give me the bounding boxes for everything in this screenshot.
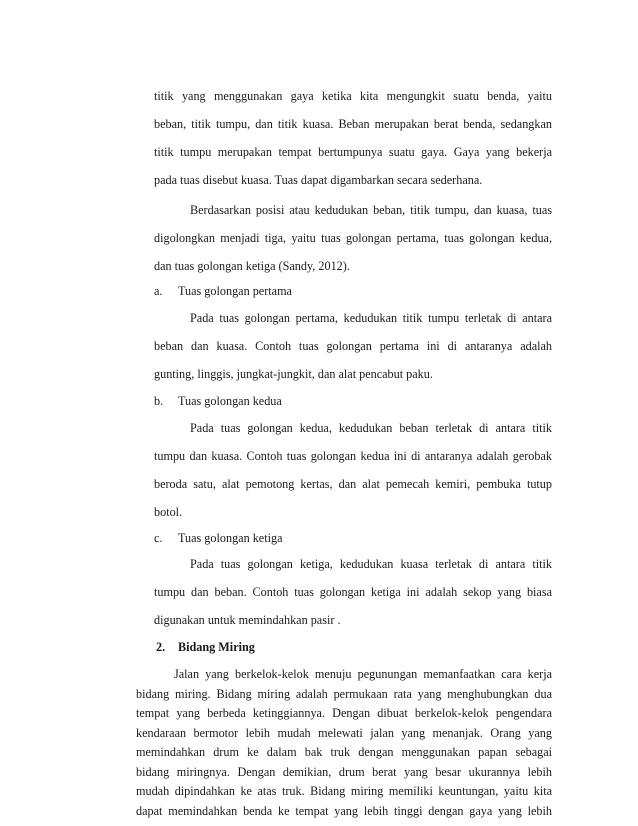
paragraph-line: dan tuas golongan ketiga (Sandy, 2012). <box>154 259 350 273</box>
paragraph-line: tumpu dan beban. Contoh tuas golongan ketiga ini adalah sekop yang biasa <box>154 585 552 599</box>
paragraph-line: memindahkan drum ke dalam bak truk dengan menggunakan papan sebagai <box>136 745 552 759</box>
paragraph-line: titik yang menggunakan gaya ketika kita mengungkit suatu benda, yaitu <box>154 89 552 103</box>
paragraph-line: digunakan untuk memindahkan pasir . <box>154 613 341 627</box>
list-item-title: Tuas golongan pertama <box>178 284 292 298</box>
paragraph-line: Pada tuas golongan pertama, kedudukan titik tumpu terletak di antara <box>190 311 552 325</box>
paragraph-line: Pada tuas golongan ketiga, kedudukan kuasa terletak di antara titik <box>190 557 552 571</box>
paragraph-line: dapat memindahkan benda ke tempat yang lebih tinggi dengan gaya yang lebih <box>136 803 552 818</box>
paragraph-line: titik tumpu merupakan tempat bertumpunya suatu gaya. Gaya yang bekerja <box>154 145 552 159</box>
list-item-title: Tuas golongan ketiga <box>178 531 283 545</box>
list-item-title: Tuas golongan kedua <box>178 394 282 408</box>
paragraph-line: tempat yang berbeda ketinggiannya. Dengan dibuat berkelok-kelok pengendara <box>136 706 552 720</box>
list-marker: b. <box>154 394 164 408</box>
section-number: 2. <box>156 640 166 654</box>
paragraph-line: gunting, linggis, jungkat-jungkit, dan alat pencabut paku. <box>154 367 433 381</box>
paragraph-line: beroda satu, alat pemotong kertas, dan alat pemecah kemiri, pembuka tutup <box>154 477 552 491</box>
list-marker: a. <box>154 284 163 298</box>
paragraph-line: beban dan kuasa. Contoh tuas golongan pertama ini di antaranya adalah <box>154 339 552 353</box>
paragraph-line: kendaraan bermotor lebih mudah melewati jalan yang menanjak. Orang yang <box>136 725 552 740</box>
paragraph-line: tumpu dan kuasa. Contoh tuas golongan kedua ini di antaranya adalah gerobak <box>154 449 552 463</box>
list-marker: c. <box>154 531 163 545</box>
paragraph-line: beban, titik tumpu, dan titik kuasa. Beban merupakan berat benda, sedangkan <box>154 117 552 131</box>
paragraph-line: pada tuas disebut kuasa. Tuas dapat digambarkan secara sederhana. <box>154 173 483 187</box>
paragraph-line: botol. <box>154 505 183 519</box>
paragraph-line: Jalan yang berkelok-kelok menuju pegunungan memanfaatkan cara kerja <box>174 667 552 681</box>
paragraph-line: bidang miringnya. Dengan demikian, drum berat yang besar ukurannya lebih <box>136 764 552 779</box>
paragraph-line: bidang miring. Bidang miring adalah permukaan rata yang menghubungkan dua <box>136 686 552 701</box>
paragraph-line: Berdasarkan posisi atau kedudukan beban, titik tumpu, dan kuasa, tuas <box>190 203 552 217</box>
paragraph-line: digolongkan menjadi tiga, yaitu tuas golongan pertama, tuas golongan kedua, <box>154 231 552 245</box>
paragraph-line: mudah dipindahkan ke atas truk. Bidang miring memiliki keuntungan, yaitu kita <box>136 784 552 798</box>
paragraph-line: Pada tuas golongan kedua, kedudukan beban terletak di antara titik <box>190 421 552 435</box>
section-heading: Bidang Miring <box>178 640 255 654</box>
